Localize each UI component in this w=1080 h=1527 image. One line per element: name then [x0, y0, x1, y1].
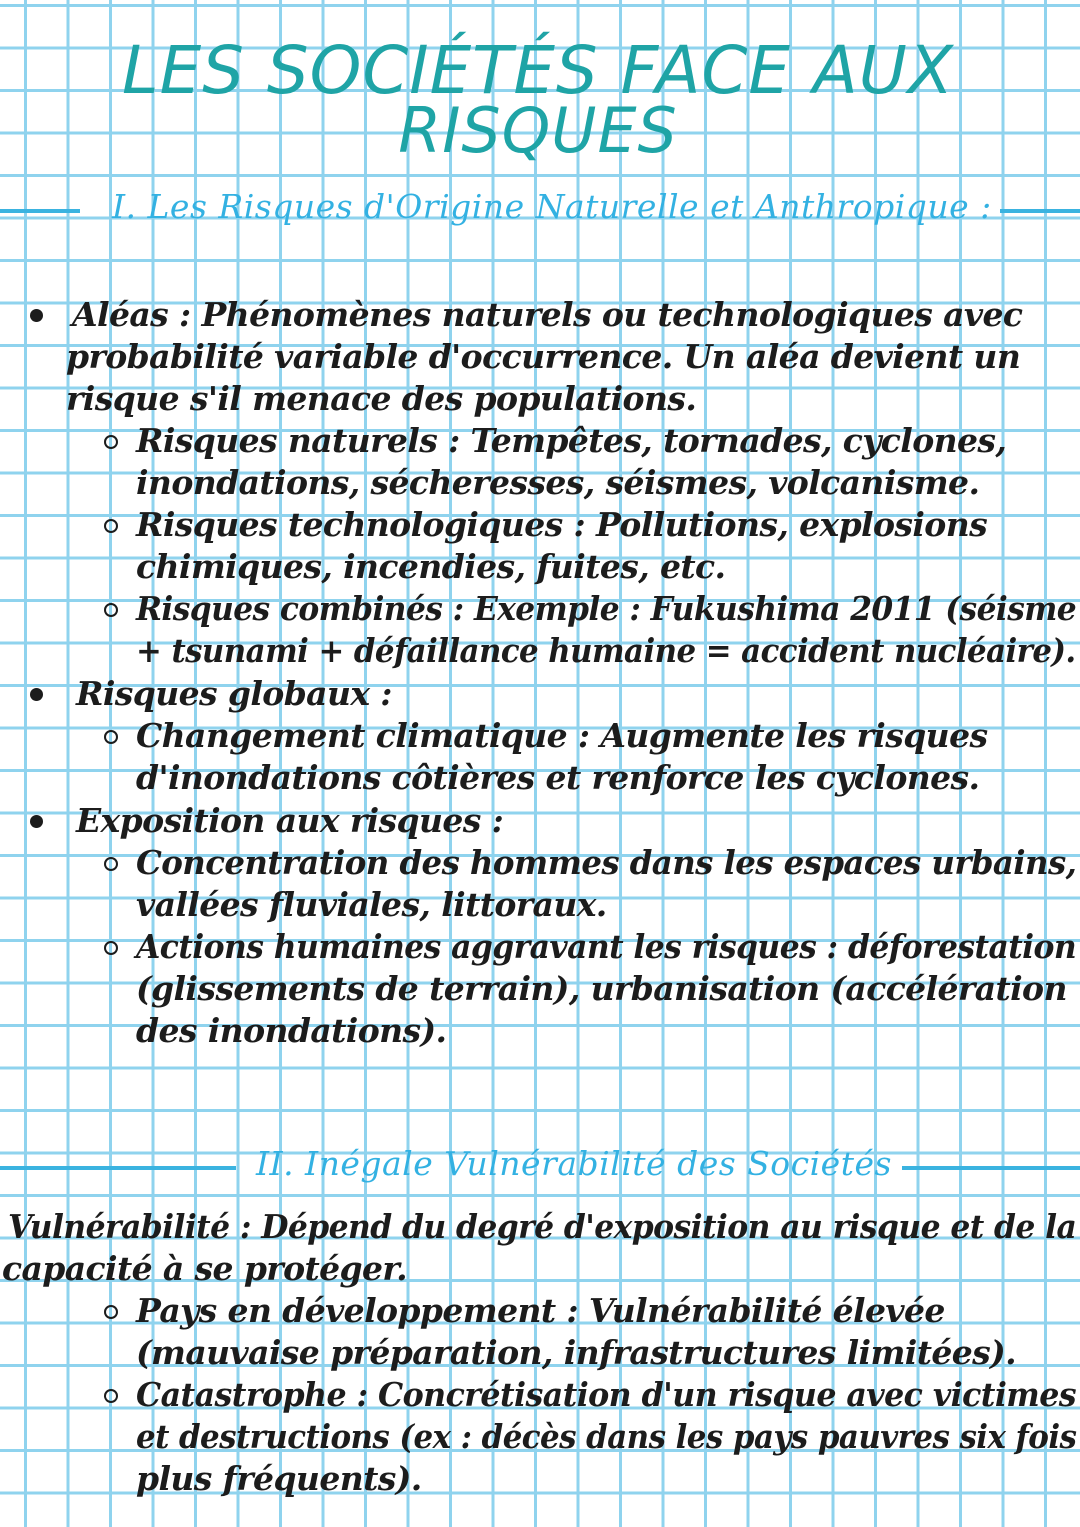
title-line-2: RISQUES: [398, 94, 678, 167]
bullet-exposition: Exposition aux risques :: [76, 801, 504, 840]
risques-technologiques-line-2: chimiques, incendies, fuites, etc.: [136, 547, 726, 586]
sub-bullet-ring: [104, 519, 118, 533]
sub-bullet-ring: [104, 435, 118, 449]
risques-combines-line-2: + tsunami + défaillance humaine = accident nucléaire).: [136, 631, 1076, 670]
section-2-header: [0, 1140, 1080, 1192]
section-1-header: [0, 183, 1080, 235]
vulnerabilite-line-2: capacité à se protéger.: [2, 1249, 408, 1288]
bullet-risques-globaux: Risques globaux :: [76, 674, 392, 713]
section-1-heading: I. Les Risques d'Origine Naturelle et Anthropique :: [112, 187, 992, 226]
divider-right: [902, 1166, 1080, 1170]
sub-bullet-ring: [104, 857, 118, 871]
sub-bullet-ring: [104, 941, 118, 955]
sub-bullet-ring: [104, 1389, 118, 1403]
sub-bullet-ring: [104, 603, 118, 617]
vulnerabilite-line-1: Vulnérabilité : Dépend du degré d'exposition au risque et de la: [8, 1207, 1077, 1246]
catastrophe-line-2: et destructions (ex : décès dans les pays pauvres six fois: [136, 1417, 1077, 1456]
bullet-dot: [30, 309, 43, 322]
pays-developpement-line-2: (mauvaise préparation, infrastructures limitées).: [136, 1333, 1017, 1372]
bullet-dot: [30, 688, 43, 701]
sub-bullet-ring: [104, 730, 118, 744]
bullet-aleas-line-2: probabilité variable d'occurrence. Un aléa devient un: [66, 337, 1021, 376]
changement-climatique-line-1: Changement climatique : Augmente les risques: [136, 716, 988, 755]
concentration-line-1: Concentration des hommes dans les espaces urbains,: [136, 843, 1077, 882]
section-2-heading: II. Inégale Vulnérabilité des Sociétés: [256, 1144, 892, 1183]
actions-humaines-line-2: (glissements de terrain), urbanisation (accélération: [136, 969, 1067, 1008]
divider-right: [1000, 209, 1080, 213]
bullet-aleas-line-3: risque s'il menace des populations.: [66, 379, 697, 418]
concentration-line-2: vallées fluviales, littoraux.: [136, 885, 607, 924]
pays-developpement-line-1: Pays en développement : Vulnérabilité élevée: [136, 1291, 945, 1330]
divider-left: [0, 1166, 236, 1170]
sub-bullet-ring: [104, 1305, 118, 1319]
catastrophe-line-1: Catastrophe : Concrétisation d'un risque avec victimes: [136, 1375, 1077, 1414]
divider-left: [0, 209, 80, 213]
title-line-1: LES SOCIÉTÉS FACE AUX: [122, 32, 954, 109]
risques-technologiques-line-1: Risques technologiques : Pollutions, explosions: [136, 505, 988, 544]
catastrophe-line-3: plus fréquents).: [136, 1459, 422, 1498]
changement-climatique-line-2: d'inondations côtières et renforce les cyclones.: [136, 758, 980, 797]
risques-combines-line-1: Risques combinés : Exemple : Fukushima 2011 (séisme: [136, 589, 1077, 628]
bullet-aleas-line-1: Aléas : Phénomènes naturels ou technologiques avec: [72, 295, 1023, 334]
bullet-dot: [30, 815, 43, 828]
actions-humaines-line-1: Actions humaines aggravant les risques : déforestation: [136, 927, 1077, 966]
risques-naturels-line-2: inondations, sécheresses, séismes, volcanisme.: [136, 463, 980, 502]
actions-humaines-line-3: des inondations).: [136, 1011, 447, 1050]
risques-naturels-line-1: Risques naturels : Tempêtes, tornades, cyclones,: [136, 421, 1007, 460]
